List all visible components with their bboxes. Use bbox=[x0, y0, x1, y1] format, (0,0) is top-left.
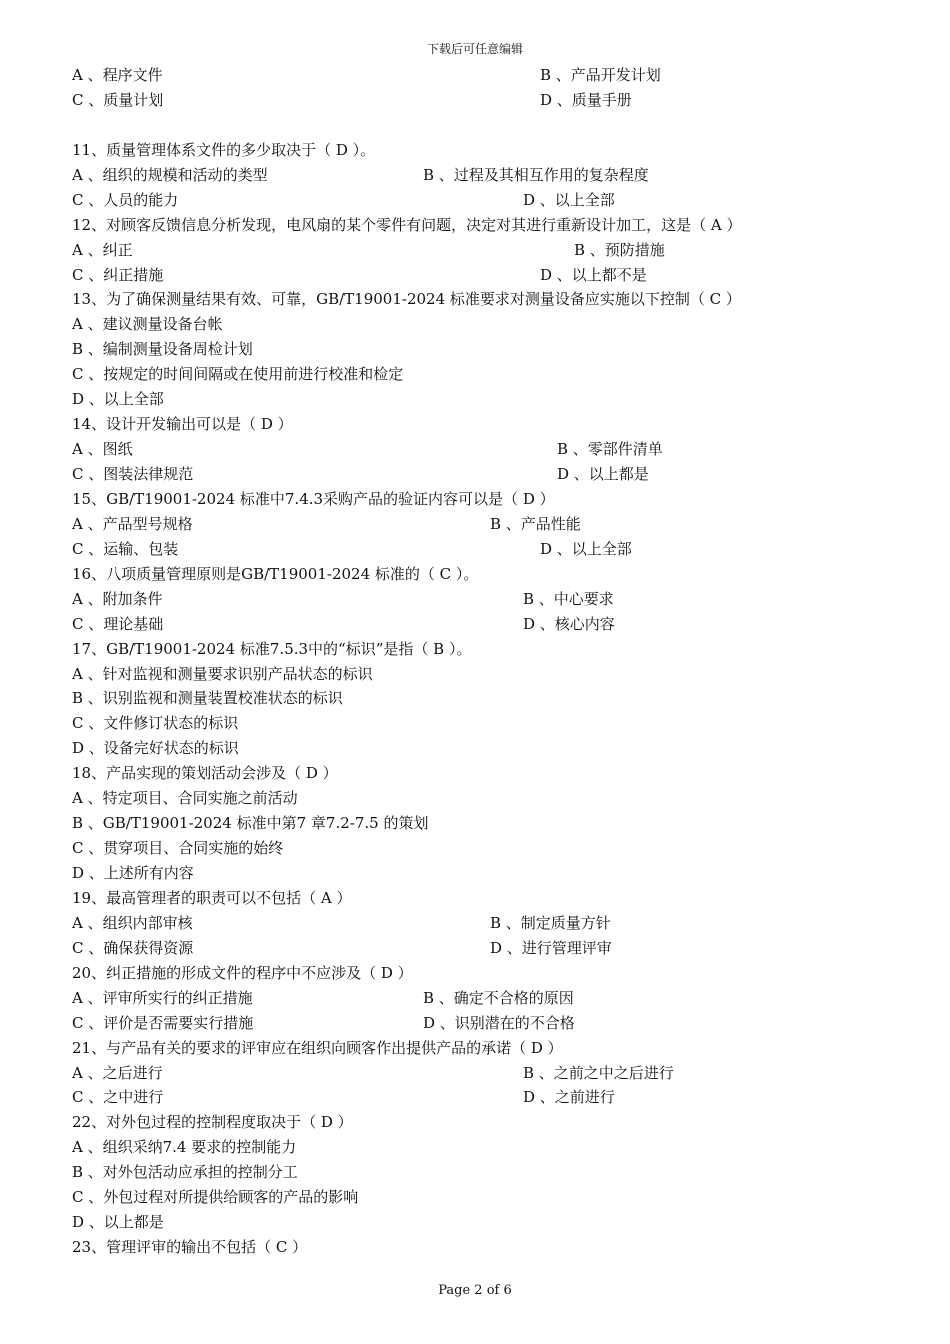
line-text: B 、GB/T19001-2024 标准中第7 章7.2-7.5 的策划 bbox=[72, 814, 429, 833]
option-text: D 、之前进行 bbox=[523, 1088, 615, 1107]
text-line bbox=[72, 886, 892, 911]
line-text: A 、程序文件 bbox=[72, 66, 163, 84]
blank-line bbox=[72, 113, 892, 138]
text-line bbox=[72, 986, 892, 1011]
option-text: D 、进行管理评审 bbox=[490, 938, 612, 957]
text-line bbox=[72, 1210, 892, 1235]
text-line bbox=[72, 412, 892, 437]
line-text: C 、贯穿项目、合同实施的始终 bbox=[72, 839, 284, 858]
text-line bbox=[72, 562, 892, 587]
line-text: D 、设备完好状态的标识 bbox=[72, 739, 239, 758]
text-line bbox=[72, 213, 892, 238]
option-text: B 、中心要求 bbox=[523, 589, 614, 608]
line-text: A 、组织的规模和活动的类型 bbox=[72, 165, 268, 184]
text-line bbox=[72, 911, 892, 936]
page-footer: Page 2 of 6 bbox=[438, 1283, 512, 1298]
line-text: C 、图装法律规范 bbox=[72, 465, 194, 483]
text-line bbox=[72, 686, 892, 711]
line-text: B 、编制测量设备周检计划 bbox=[72, 340, 253, 359]
text-line bbox=[72, 836, 892, 861]
text-line bbox=[72, 487, 892, 512]
text-line bbox=[72, 936, 892, 961]
option-text: B 、产品性能 bbox=[490, 514, 581, 533]
line-text: D 、以上都是 bbox=[72, 1213, 164, 1232]
line-text: A 、评审所实行的纠正措施 bbox=[72, 988, 253, 1007]
text-line bbox=[72, 1160, 892, 1185]
text-line bbox=[72, 961, 892, 986]
line-text: C 、理论基础 bbox=[72, 614, 164, 633]
text-line bbox=[72, 512, 892, 537]
line-text: 11、质量管理体系文件的多少取决于（ D ）。 bbox=[72, 140, 376, 159]
text-line bbox=[72, 337, 892, 362]
line-text: C 、纠正措施 bbox=[72, 265, 164, 284]
text-line bbox=[72, 761, 892, 786]
text-line bbox=[72, 861, 892, 886]
line-text: A 、组织内部审核 bbox=[72, 913, 193, 932]
line-text: 15、GB/T19001-2024 标准中7.4.3采购产品的验证内容可以是（ D ） bbox=[72, 489, 555, 508]
text-line bbox=[72, 362, 892, 387]
text-line bbox=[72, 1011, 892, 1036]
text-line bbox=[72, 63, 892, 88]
line-text: A 、图纸 bbox=[72, 440, 133, 459]
text-line bbox=[72, 711, 892, 736]
line-text: A 、组织采纳7.4 要求的控制能力 bbox=[72, 1138, 297, 1157]
line-text: 17、GB/T19001-2024 标准7.5.3中的“标识”是指（ B ）。 bbox=[72, 639, 472, 658]
option-text: D 、以上都是 bbox=[557, 465, 649, 483]
text-line bbox=[72, 88, 892, 113]
line-text: C 、评价是否需要实行措施 bbox=[72, 1013, 254, 1032]
option-text: D 、质量手册 bbox=[540, 90, 632, 109]
text-line bbox=[72, 312, 892, 337]
option-text: D 、核心内容 bbox=[523, 614, 615, 633]
line-text: C 、外包过程对所提供给顾客的产品的影响 bbox=[72, 1188, 359, 1207]
text-line bbox=[72, 637, 892, 662]
text-line bbox=[72, 1135, 892, 1160]
line-text: A 、产品型号规格 bbox=[72, 514, 193, 533]
text-line bbox=[72, 662, 892, 687]
line-text: 19、最高管理者的职责可以不包括（ A ） bbox=[72, 888, 352, 907]
line-text: A 、特定项目、合同实施之前活动 bbox=[72, 789, 298, 808]
option-text: B 、之前之中之后进行 bbox=[523, 1063, 674, 1082]
text-line bbox=[72, 188, 892, 213]
text-line bbox=[72, 1185, 892, 1210]
option-text: B 、制定质量方针 bbox=[490, 913, 611, 932]
line-text: A 、纠正 bbox=[72, 240, 133, 259]
text-line bbox=[72, 1110, 892, 1135]
line-text: A 、附加条件 bbox=[72, 589, 163, 608]
line-text: C 、人员的能力 bbox=[72, 190, 179, 209]
page-header: 下载后可任意编辑 bbox=[426, 42, 523, 56]
text-line bbox=[72, 612, 892, 637]
line-text: 18、产品实现的策划活动会涉及（ D ） bbox=[72, 764, 338, 783]
line-text: C 、质量计划 bbox=[72, 90, 164, 109]
option-text: D 、以上全部 bbox=[523, 190, 615, 209]
line-text: B 、识别监视和测量装置校准状态的标识 bbox=[72, 689, 343, 708]
line-text: D 、以上全部 bbox=[72, 390, 164, 409]
text-line bbox=[72, 437, 892, 462]
text-line bbox=[72, 387, 892, 412]
text-line bbox=[72, 736, 892, 761]
text-line bbox=[72, 238, 892, 263]
line-text: 23、管理评审的输出不包括（ C ） bbox=[72, 1238, 308, 1257]
text-line bbox=[72, 287, 892, 312]
document-body bbox=[72, 63, 892, 1260]
option-text: D 、以上都不是 bbox=[540, 265, 647, 284]
option-text: D 、识别潜在的不合格 bbox=[423, 1013, 575, 1032]
text-line bbox=[72, 163, 892, 188]
line-text: B 、对外包活动应承担的控制分工 bbox=[72, 1163, 298, 1182]
text-line bbox=[72, 1036, 892, 1061]
line-text: C 、按规定的时间间隔或在使用前进行校准和检定 bbox=[72, 365, 404, 384]
line-text: 13、为了确保测量结果有效、可靠，GB/T19001-2024 标准要求对测量设备应实施以下控制（ C ） bbox=[72, 290, 741, 309]
text-line bbox=[72, 811, 892, 836]
line-text: C 、文件修订状态的标识 bbox=[72, 714, 239, 733]
line-text: 14、设计开发输出可以是（ D ） bbox=[72, 415, 293, 434]
text-line bbox=[72, 1235, 892, 1260]
line-text: A 、之后进行 bbox=[72, 1063, 163, 1082]
line-text: C 、运输、包装 bbox=[72, 539, 179, 558]
option-text: B 、预防措施 bbox=[574, 240, 665, 259]
line-text: 20、纠正措施的形成文件的程序中不应涉及（ D ） bbox=[72, 963, 413, 982]
text-line bbox=[72, 587, 892, 612]
option-text: B 、零部件清单 bbox=[557, 440, 663, 459]
text-line bbox=[72, 263, 892, 288]
line-text: 22、对外包过程的控制程度取决于（ D ） bbox=[72, 1113, 353, 1132]
line-text: 12、对顾客反馈信息分析发现，电风扇的某个零件有问题，决定对其进行重新设计加工，这是（ A ） bbox=[72, 215, 742, 234]
line-text: C 、确保获得资源 bbox=[72, 938, 194, 957]
line-text: 21、与产品有关的要求的评审应在组织向顾客作出提供产品的承诺（ D ） bbox=[72, 1038, 563, 1057]
text-line bbox=[72, 1085, 892, 1110]
text-line bbox=[72, 537, 892, 562]
text-line bbox=[72, 138, 892, 163]
line-text: A 、建议测量设备台帐 bbox=[72, 315, 223, 334]
text-line bbox=[72, 1061, 892, 1086]
line-text: A 、针对监视和测量要求识别产品状态的标识 bbox=[72, 664, 373, 683]
text-line bbox=[72, 786, 892, 811]
option-text: B 、产品开发计划 bbox=[540, 66, 661, 84]
line-text: D 、上述所有内容 bbox=[72, 864, 194, 882]
line-text: 16、八项质量管理原则是GB/T19001-2024 标准的（ C ）。 bbox=[72, 564, 479, 583]
line-text: C 、之中进行 bbox=[72, 1088, 164, 1107]
option-text: D 、以上全部 bbox=[540, 539, 632, 558]
option-text: B 、过程及其相互作用的复杂程度 bbox=[423, 165, 649, 184]
option-text: B 、确定不合格的原因 bbox=[423, 988, 574, 1007]
text-line bbox=[72, 462, 892, 487]
